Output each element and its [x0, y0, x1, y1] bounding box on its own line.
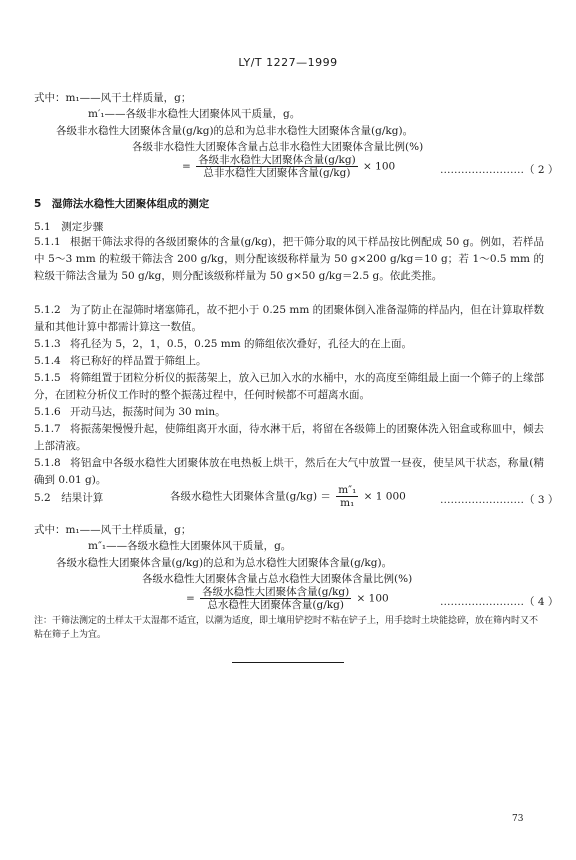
- multiplier: × 100: [356, 592, 389, 605]
- multiplier: × 1 000: [363, 490, 406, 503]
- clause-5-1-6: [34, 404, 544, 421]
- clause-5-1-2: [34, 302, 544, 336]
- clause-number: 5.1.7: [34, 423, 61, 435]
- equation-2: [182, 154, 395, 179]
- clause-number: 5.1.6: [34, 406, 61, 418]
- clause-text: 将已称好的样品置于筛组上。: [70, 355, 207, 367]
- section-5-1-heading: 5.1 测定步骤: [34, 221, 104, 233]
- equation-3: [170, 484, 406, 509]
- numerator: 各级非水稳性大团聚体含量(g/kg): [198, 154, 356, 166]
- equation-number-2: ……………………（ 2 ）: [440, 164, 559, 176]
- equation-4: [186, 586, 389, 611]
- clause-text: 将振荡架慢慢升起，使筛组离开水面，待水淋干后，将留在各级筛上的团聚体洗入铝盒或称皿中，倾去上部清液。: [34, 423, 544, 452]
- where-lead: 式中：: [34, 524, 66, 536]
- clause-text: 开动马达，振荡时间为 30 min。: [70, 406, 226, 418]
- where-block-1: [34, 90, 191, 105]
- clause-text: 根据干筛法求得的各级团聚体的含量(g/kg)，把干筛分取的风干样品按比例配成 50 g。例如，若样品中 5～3 mm 的粒级干筛法含 200 g/kg，则分配该级称样量为 50 g×200 g/kg＝10 g；若 1～0.5 mm 的粒级干筛法含量为 50 g/kg，则分配该级称样量为 50 g×50 g/kg＝2.5 g。依此类推。: [34, 236, 544, 282]
- clause-text: 将孔径为 5，2，1，0.5，0.25 mm 的筛组依次叠好，孔径大的在上面。: [70, 338, 413, 350]
- fraction: [196, 154, 358, 179]
- section-5-2-heading: 5.2 结果计算: [34, 492, 104, 504]
- where-block-2: [34, 522, 191, 537]
- section-5-heading: 5 湿筛法水稳性大团聚体组成的测定: [34, 198, 210, 210]
- fraction: [200, 586, 351, 611]
- equation-number-3: ……………………（ 3 ）: [440, 494, 559, 506]
- clause-5-1-1: [34, 234, 544, 285]
- page-number: 73: [512, 814, 524, 824]
- ratio-title-nonstable: 各级非水稳性大团聚体含量占总非水稳性大团聚体含量比例(%): [132, 141, 424, 153]
- multiplier: × 100: [363, 160, 396, 173]
- var-m1-definition: m₁——风干土样质量，g；: [65, 92, 192, 104]
- clause-text: 将筛组置于团粒分析仪的振荡架上，放入已加入水的水桶中，水的高度至筛组最上面一个筛子的上缘部分，在团粒分析仪工作时的整个振荡过程中，任何时候都不可超离水面。: [34, 372, 544, 401]
- sum-stable-text: 各级水稳性大团聚体含量(g/kg)的总和为总水稳性大团聚体含量(g/kg)。: [56, 557, 393, 569]
- clause-number: 5.1.8: [34, 457, 61, 469]
- fraction: [336, 484, 358, 509]
- denominator: 总非水稳性大团聚体含量(g/kg): [203, 167, 351, 179]
- ratio-title-stable: 各级水稳性大团聚体含量占总水稳性大团聚体含量比例(%): [142, 573, 413, 585]
- clause-5-1-3: [34, 336, 544, 353]
- end-rule: [232, 662, 344, 663]
- denominator: 总水稳性大团聚体含量(g/kg): [207, 599, 344, 611]
- clause-number: 5.1.2: [34, 304, 61, 316]
- equals-sign: =: [182, 160, 191, 173]
- clause-text: 将铝盒中各级水稳性大团聚体放在电热板上烘干，然后在大气中放置一昼夜，使呈风干状态，称量(精确到 0.01 g)。: [34, 457, 544, 486]
- var-m1pp-definition: m″₁——各级水稳性大团聚体风干质量，g。: [88, 540, 292, 552]
- clause-number: 5.1.5: [34, 372, 61, 384]
- clause-number: 5.1.4: [34, 355, 61, 367]
- clause-number: 5.1.1: [34, 236, 61, 248]
- sum-nonstable-text: 各级非水稳性大团聚体含量(g/kg)的总和为总非水稳性大团聚体含量(g/kg)。: [56, 125, 414, 137]
- numerator: 各级水稳性大团聚体含量(g/kg): [202, 586, 350, 598]
- where-lead: 式中：: [34, 92, 66, 104]
- equals-sign: =: [186, 592, 195, 605]
- equation-lhs: 各级水稳性大团聚体含量(g/kg) ＝: [170, 490, 331, 503]
- clause-5-1-7: [34, 421, 544, 455]
- equation-number-4: ……………………（ 4 ）: [440, 596, 559, 608]
- clause-text: 为了防止在湿筛时堵塞筛孔，故不把小于 0.25 mm 的团聚体倒入准备湿筛的样品内，但在计算取样数量和其他计算中都需计算这一数值。: [34, 304, 544, 333]
- numerator: m″₁: [338, 484, 357, 496]
- page-header: LY/T 1227—1999: [238, 56, 338, 69]
- clause-5-1-4: [34, 353, 544, 370]
- footnote: 注：干筛法测定的土样太干太湿都不适宜，以潮为适度，即土壤用铲挖时不粘在铲子上，用手捻时土块能捻碎，放在筛内时又不粘在筛子上为宜。: [34, 616, 539, 640]
- var-m1-definition: m₁——风干土样质量，g；: [65, 524, 192, 536]
- denominator: m₁: [340, 497, 355, 509]
- clause-5-1-5: [34, 370, 544, 404]
- clause-number: 5.1.3: [34, 338, 61, 350]
- var-m1p-definition: m′₁——各级非水稳性大团聚体风干质量，g。: [88, 108, 301, 120]
